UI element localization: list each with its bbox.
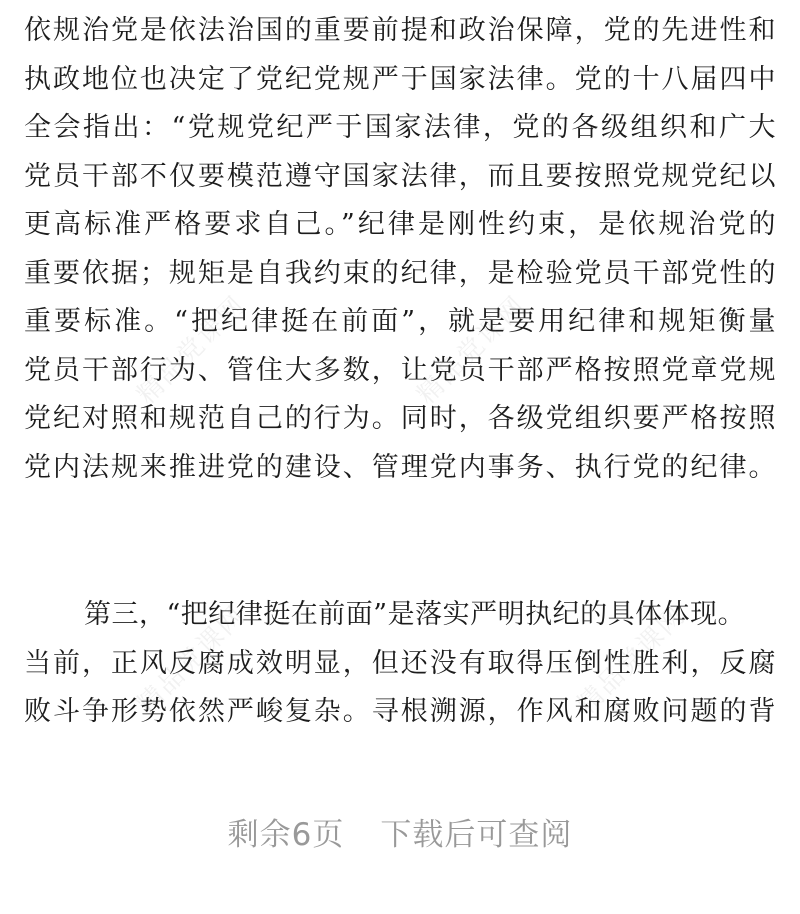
watermark: 精品党课网	[571, 600, 692, 721]
download-prompt-banner[interactable]	[0, 800, 800, 870]
text-line: 党员干部不仅要模范遵守国家法律，而且要按照党规党纪以	[24, 160, 776, 192]
text-line: 党员干部行为、管住大多数，让党员干部严格按照党章党规	[24, 354, 776, 386]
watermark: 精品党课网	[131, 600, 252, 721]
text-line: 执政地位也决定了党纪党规严于国家法律。党的十八届四中	[24, 63, 776, 95]
text-line: 全会指出：“党规党纪严于国家法律，党的各级组织和广大	[24, 112, 776, 143]
text-line: 重要标准。“把纪律挺在前面”，就是要用纪律和规矩衡量	[24, 306, 776, 337]
text-line: 当前，正风反腐成效明显，但还没有取得压倒性胜利，反腐	[24, 647, 776, 679]
text-line: 党纪对照和规范自己的行为。同时，各级党组织要严格按照	[24, 403, 776, 434]
watermark: 精品党课网	[131, 290, 252, 411]
text-line: 重要依据；规矩是自我约束的纪律，是检验党员干部党性的	[24, 257, 776, 289]
text-line: 败斗争形势依然严峻复杂。寻根溯源，作风和腐败问题的背	[24, 696, 776, 727]
watermark: 精品党课网	[411, 290, 532, 411]
download-hint-label: 下载后可查阅	[380, 817, 573, 853]
text-line: 党内法规来推进党的建设、管理党内事务、执行党的纪律。	[24, 451, 776, 483]
paragraph-1	[0, 7, 800, 492]
text-line: 更高标准严格要求自己。”纪律是刚性约束，是依规治党的	[24, 209, 776, 240]
text-line: 依规治党是依法治国的重要前提和政治保障，党的先进性和	[24, 15, 776, 46]
remaining-pages-label: 剩余6页	[227, 817, 345, 853]
text-line-indented: 第三，“把纪律挺在前面”是落实严明执纪的具体体现。	[84, 599, 746, 630]
paragraph-2	[0, 591, 800, 737]
